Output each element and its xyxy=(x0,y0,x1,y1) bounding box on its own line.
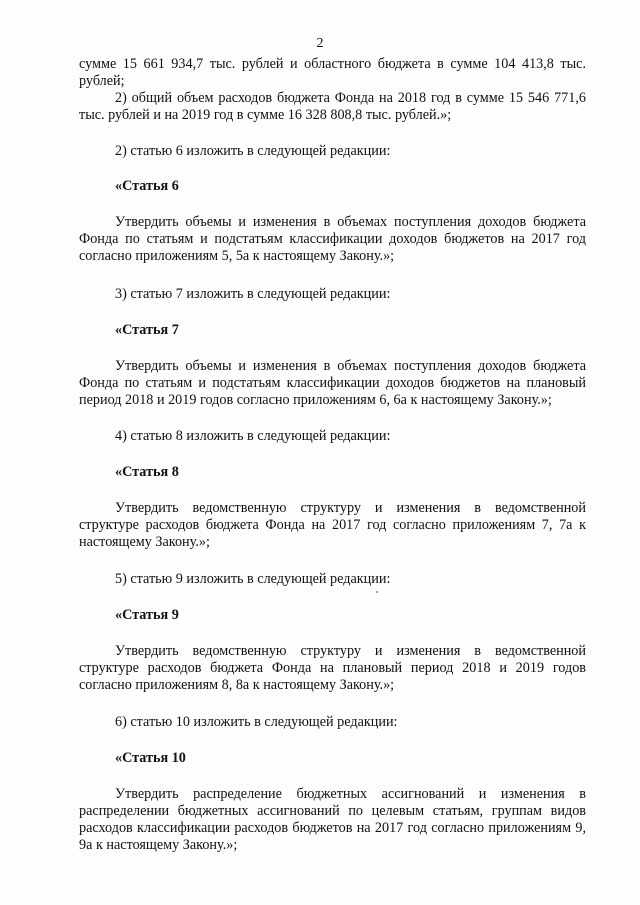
paragraph-article-8-body: Утвердить ведомственную структуру и изменения в ведомственной структуре расходов бюджета Фонда на 2017 год согласно приложениям 7, 7а к настоящему Закону.»; xyxy=(79,500,586,550)
paragraph-amend-article-7: 3) статью 7 изложить в следующей редакции: xyxy=(115,286,391,302)
paragraph-amend-article-9: 5) статью 9 изложить в следующей редакции: xyxy=(115,571,391,587)
heading-article-10: «Статья 10 xyxy=(115,750,186,766)
heading-article-9: «Статья 9 xyxy=(115,607,179,623)
scan-speck xyxy=(376,591,378,593)
page-number: 2 xyxy=(316,36,324,51)
paragraph-article-7-body: Утвердить объемы и изменения в объемах поступления доходов бюджета Фонда по статьям и подстатьям классификации доходов бюджетов на плановый период 2018 и 2019 годов согласно приложениям 6, 6а к настоящему Закону.»; xyxy=(79,358,586,408)
paragraph-revenue-total-continued: сумме 15 661 934,7 тыс. рублей и областного бюджета в сумме 104 413,8 тыс. рублей; xyxy=(79,56,586,89)
paragraph-article-9-body: Утвердить ведомственную структуру и изменения в ведомственной структуре расходов бюджета Фонда на плановый период 2018 и 2019 годов согласно приложениям 8, 8а к настоящему Закону.»; xyxy=(79,643,586,693)
heading-article-7: «Статья 7 xyxy=(115,322,179,338)
paragraph-amend-article-10: 6) статью 10 изложить в следующей редакции: xyxy=(115,714,398,730)
paragraph-article-10-body: Утвердить распределение бюджетных ассигнований и изменения в распределении бюджетных ассигнований по целевым статьям, группам видов расходов классификации расходов бюджетов на 2017 год согласно приложениям 9, 9а к настоящему Закону.»; xyxy=(79,786,586,853)
heading-article-8: «Статья 8 xyxy=(115,464,179,480)
heading-article-6: «Статья 6 xyxy=(115,178,179,194)
document-body xyxy=(79,56,586,854)
paragraph-amend-article-6: 2) статью 6 изложить в следующей редакции: xyxy=(115,143,391,159)
paragraph-amend-article-8: 4) статью 8 изложить в следующей редакции: xyxy=(115,428,391,444)
paragraph-expenditure-total: 2) общий объем расходов бюджета Фонда на 2018 год в сумме 15 546 771,6 тыс. рублей и на 2019 год в сумме 16 328 808,8 тыс. рублей.»; xyxy=(79,90,586,123)
paragraph-article-6-body: Утвердить объемы и изменения в объемах поступления доходов бюджета Фонда по статьям и подстатьям классификации доходов бюджетов на 2017 год согласно приложениям 5, 5а к настоящему Закону.»; xyxy=(79,214,586,264)
